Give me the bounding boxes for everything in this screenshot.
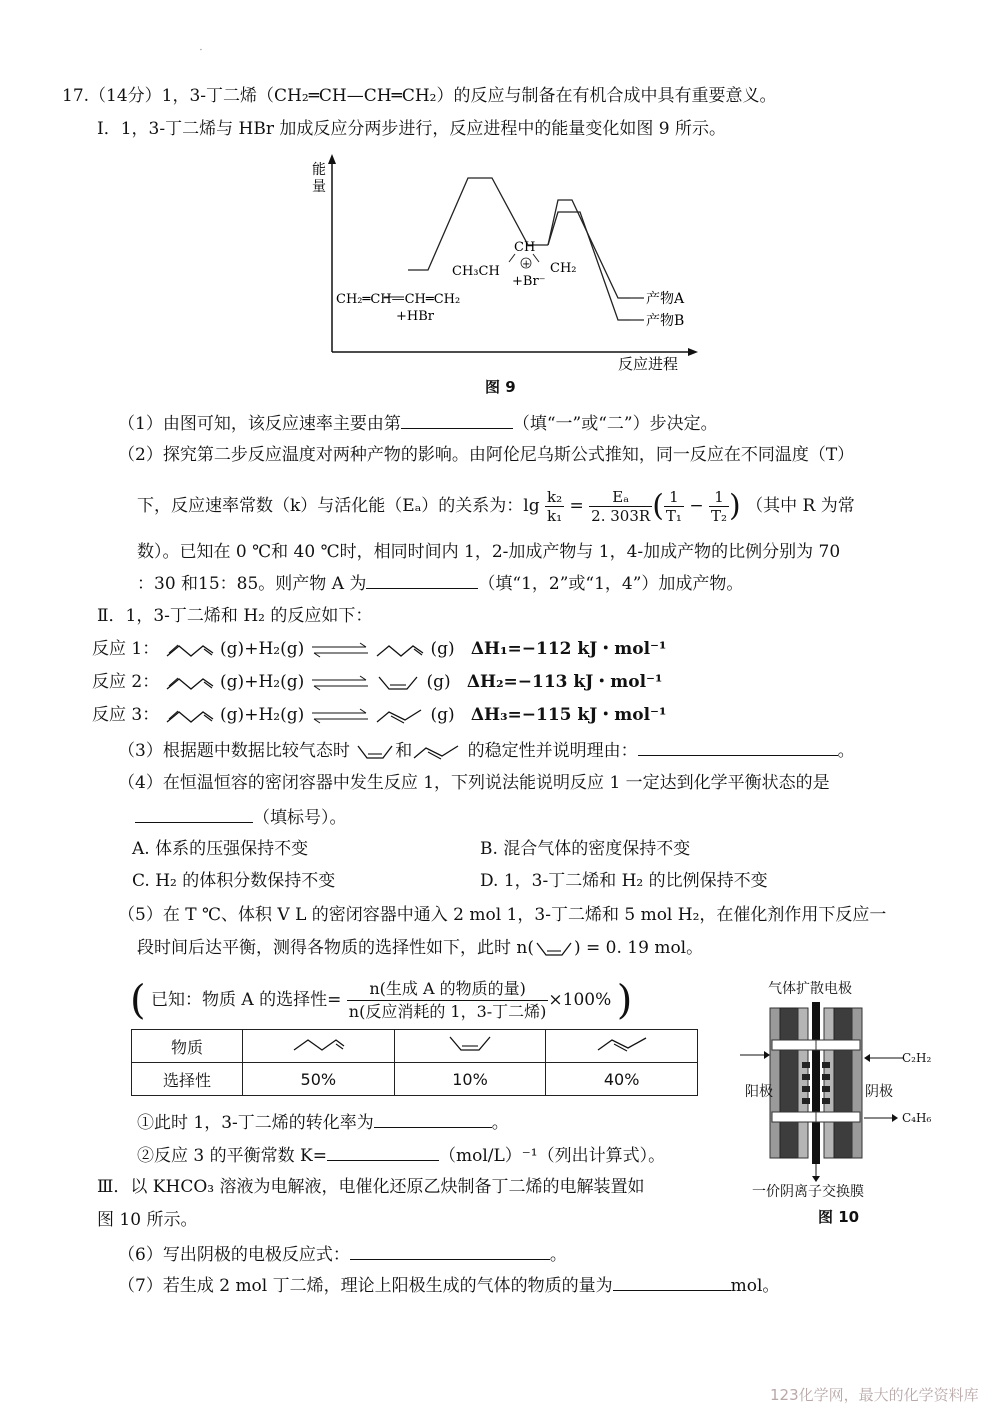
table-header-trans-2-butene bbox=[546, 1030, 698, 1063]
anode-layer bbox=[780, 1008, 798, 1158]
answer-blank-2[interactable] bbox=[366, 570, 478, 589]
question-4-line1: （4）在恒温恒容的密闭容器中发生反应 1，下列说法能说明反应 1 一定达到化学平衡状态的是 bbox=[118, 773, 830, 793]
cis-2-butene-icon bbox=[442, 1034, 498, 1054]
path-to-product-a bbox=[548, 200, 630, 298]
selectivity-1-butene: 50% bbox=[243, 1063, 395, 1096]
cis-2-butene-icon bbox=[355, 743, 395, 761]
intermediate-charge: + bbox=[522, 259, 531, 270]
membrane-label: 一价阴离子交换膜 bbox=[752, 1184, 864, 1200]
part2-intro: Ⅱ．1，3-丁二烯和 H₂ 的反应如下： bbox=[97, 606, 373, 626]
question-4-line2: （填标号）。 bbox=[135, 804, 347, 830]
question-2-line1: （2）探究第二步反应温度对两种产物的影响。由阿伦尼乌斯公式推知，同一反应在不同温度（T） bbox=[118, 445, 855, 465]
answer-blank-3[interactable] bbox=[638, 737, 838, 756]
cathode-outer-layer bbox=[852, 1008, 862, 1158]
question-5-sub2: ②反应 3 的平衡常数 K= （mol/L）⁻¹（列出计算式）。 bbox=[137, 1142, 665, 1168]
product-a-label: 产物A bbox=[646, 291, 685, 307]
answer-blank-7[interactable] bbox=[613, 1272, 731, 1291]
intermediate-ch3ch: CH₃CH bbox=[452, 264, 500, 279]
question-5-line1: （5）在 T ℃、体积 V L 的密闭容器中通入 2 mol 1，3-丁二烯和 5 mol H₂，在催化剂作用下反应一 bbox=[118, 905, 887, 925]
watermark-text: 123化学网，最大的化学资料库 bbox=[770, 1386, 979, 1404]
reaction-3: 反应 3： (g)+H₂(g) (g) ΔH₃=−115 kJ・mol⁻¹ bbox=[92, 705, 667, 725]
cathode-label: 阴极 bbox=[865, 1084, 893, 1100]
question-2-line2: 下，反应速率常数（k）与活化能（Eₐ）的关系为：lg $\frac{\text{k₂}}{\text{k₁}}$ = $\frac{\text{Eₐ}}{2. 303R}$ ( $\frac{1}{\text{T₁}}$ − $\frac{1}{\text{T₂}}$ ) （其中 R 为常 bbox=[137, 488, 855, 525]
intermediate-ch: CH bbox=[514, 240, 536, 255]
inlet-channel-right bbox=[816, 1040, 860, 1050]
y-axis-arrow bbox=[328, 154, 336, 164]
answer-blank-6[interactable] bbox=[350, 1241, 550, 1260]
cathode-inner-layer bbox=[824, 1008, 834, 1158]
table-row-label: 选择性 bbox=[132, 1063, 243, 1096]
figure-10-caption: 图 10 bbox=[818, 1208, 860, 1226]
question-2-line4: ：30 和15：85。则产物 A 为 （填“1，2”或“1，4”）加成产物。 bbox=[137, 570, 743, 596]
table-header-cis-2-butene bbox=[394, 1030, 546, 1063]
reaction-1: 反应 1： (g)+H₂(g) (g) ΔH₁=−112 kJ・mol⁻¹ bbox=[92, 639, 667, 659]
question-2-line3: 数）。已知在 0 ℃和 40 ℃时，相同时间内 1，2-加成产物与 1，4-加成产物的比例分别为 70 bbox=[137, 542, 841, 562]
part1-intro: Ⅰ．1，3-丁二烯与 HBr 加成反应分两步进行，反应进程中的能量变化如图 9 所示。 bbox=[97, 119, 726, 139]
x-axis-arrow bbox=[688, 348, 698, 356]
inlet-channel-left bbox=[772, 1040, 816, 1050]
answer-blank-1[interactable] bbox=[401, 410, 513, 429]
intermediate-br: +Br⁻ bbox=[512, 274, 546, 289]
svg-text:能量: 能量 bbox=[200, 50, 202, 51]
outlet-channel-left bbox=[772, 1112, 816, 1122]
selectivity-trans-2-butene: 40% bbox=[546, 1063, 698, 1096]
question-5-sub1: ①此时 1，3-丁二烯的转化率为 。 bbox=[137, 1109, 509, 1135]
anode-label: 阳极 bbox=[745, 1084, 773, 1100]
selectivity-formula: ( 已知：物质 A 的选择性= $\frac{\text{n(生成 A 的物质的量)}}{\text{n(反应消耗的 1，3-丁二烯)}}$ ×100% ) bbox=[130, 977, 633, 1024]
cathode-layer bbox=[834, 1008, 852, 1158]
butadiene-icon bbox=[165, 641, 215, 659]
answer-blank-4[interactable] bbox=[135, 804, 253, 823]
c4h6-label: C₄H₆ bbox=[902, 1111, 932, 1125]
membrane bbox=[812, 1002, 820, 1164]
c2h2-label: C₂H₂ bbox=[902, 1051, 932, 1065]
part3-line1: Ⅲ．以 KHCO₃ 溶液为电解液，电催化还原乙炔制备丁二烯的电解装置如 bbox=[97, 1177, 645, 1197]
reaction-2: 反应 2： (g)+H₂(g) (g) ΔH₂=−113 kJ・mol⁻¹ bbox=[92, 672, 663, 692]
question-6: （6）写出阴极的电极反应式： 。 bbox=[118, 1241, 567, 1267]
first-step-curve bbox=[408, 178, 548, 270]
intermediate-ch2: CH₂ bbox=[550, 261, 577, 276]
cis-2-butene-icon bbox=[534, 940, 574, 958]
option-a[interactable]: A. 体系的压强保持不变 bbox=[132, 839, 309, 859]
1-butene-icon bbox=[375, 641, 425, 659]
trans-2-butene-icon bbox=[375, 707, 425, 725]
equilibrium-arrow-icon bbox=[310, 707, 370, 725]
1-butene-icon bbox=[290, 1034, 346, 1054]
part3-line2: 图 10 所示。 bbox=[97, 1210, 198, 1230]
option-b[interactable]: B. 混合气体的密度保持不变 bbox=[480, 839, 691, 859]
butadiene-icon bbox=[165, 674, 215, 692]
figure-9-caption: 图 9 bbox=[485, 378, 516, 396]
equilibrium-arrow-icon bbox=[310, 641, 370, 659]
y-axis-label-2: 量 bbox=[312, 179, 326, 195]
question-1: （1）由图可知，该反应速率主要由第 （填“一”或“二”）步决定。 bbox=[118, 410, 718, 436]
option-d[interactable]: D. 1，3-丁二烯和 H₂ 的比例保持不变 bbox=[480, 871, 768, 891]
question-7: （7）若生成 2 mol 丁二烯，理论上阳极生成的气体的物质的量为 mol。 bbox=[118, 1272, 779, 1298]
trans-2-butene-icon bbox=[412, 743, 462, 761]
outlet-channel-right bbox=[816, 1112, 860, 1122]
x-axis-label: 反应进程 bbox=[618, 355, 679, 373]
cis-2-butene-icon bbox=[375, 674, 421, 692]
question-17-header: 17.（14分）1，3-丁二烯（CH₂═CH—CH═CH₂）的反应与制备在有机合成中具有重要意义。 bbox=[62, 86, 777, 106]
reactant-hbr-label: +HBr bbox=[396, 309, 434, 324]
gas-diffusion-electrode-label: 气体扩散电极 bbox=[768, 981, 852, 997]
reactant-label: CH₂═CH—CH═CH₂ bbox=[336, 292, 461, 307]
table-header-substance: 物质 bbox=[132, 1030, 243, 1063]
selectivity-table bbox=[131, 1029, 698, 1096]
question-5-line2: 段时间后达平衡，测得各物质的选择性如下，此时 n( ) = 0. 19 mol。 bbox=[137, 938, 704, 958]
butadiene-icon bbox=[165, 707, 215, 725]
option-c[interactable]: C. H₂ 的体积分数保持不变 bbox=[132, 871, 336, 891]
selectivity-cis-2-butene: 10% bbox=[394, 1063, 546, 1096]
answer-blank-5-1[interactable] bbox=[374, 1109, 492, 1128]
anode-inner-layer bbox=[798, 1008, 808, 1158]
answer-blank-5-2[interactable] bbox=[327, 1142, 439, 1161]
product-b-label: 产物B bbox=[646, 313, 685, 329]
table-header-1-butene bbox=[243, 1030, 395, 1063]
y-axis-label-1: 能 bbox=[312, 162, 326, 178]
question-3: （3）根据题中数据比较气态时 和 的稳定性并说明理由： 。 bbox=[118, 737, 855, 763]
equilibrium-arrow-icon bbox=[310, 674, 370, 692]
trans-2-butene-icon bbox=[594, 1034, 650, 1054]
